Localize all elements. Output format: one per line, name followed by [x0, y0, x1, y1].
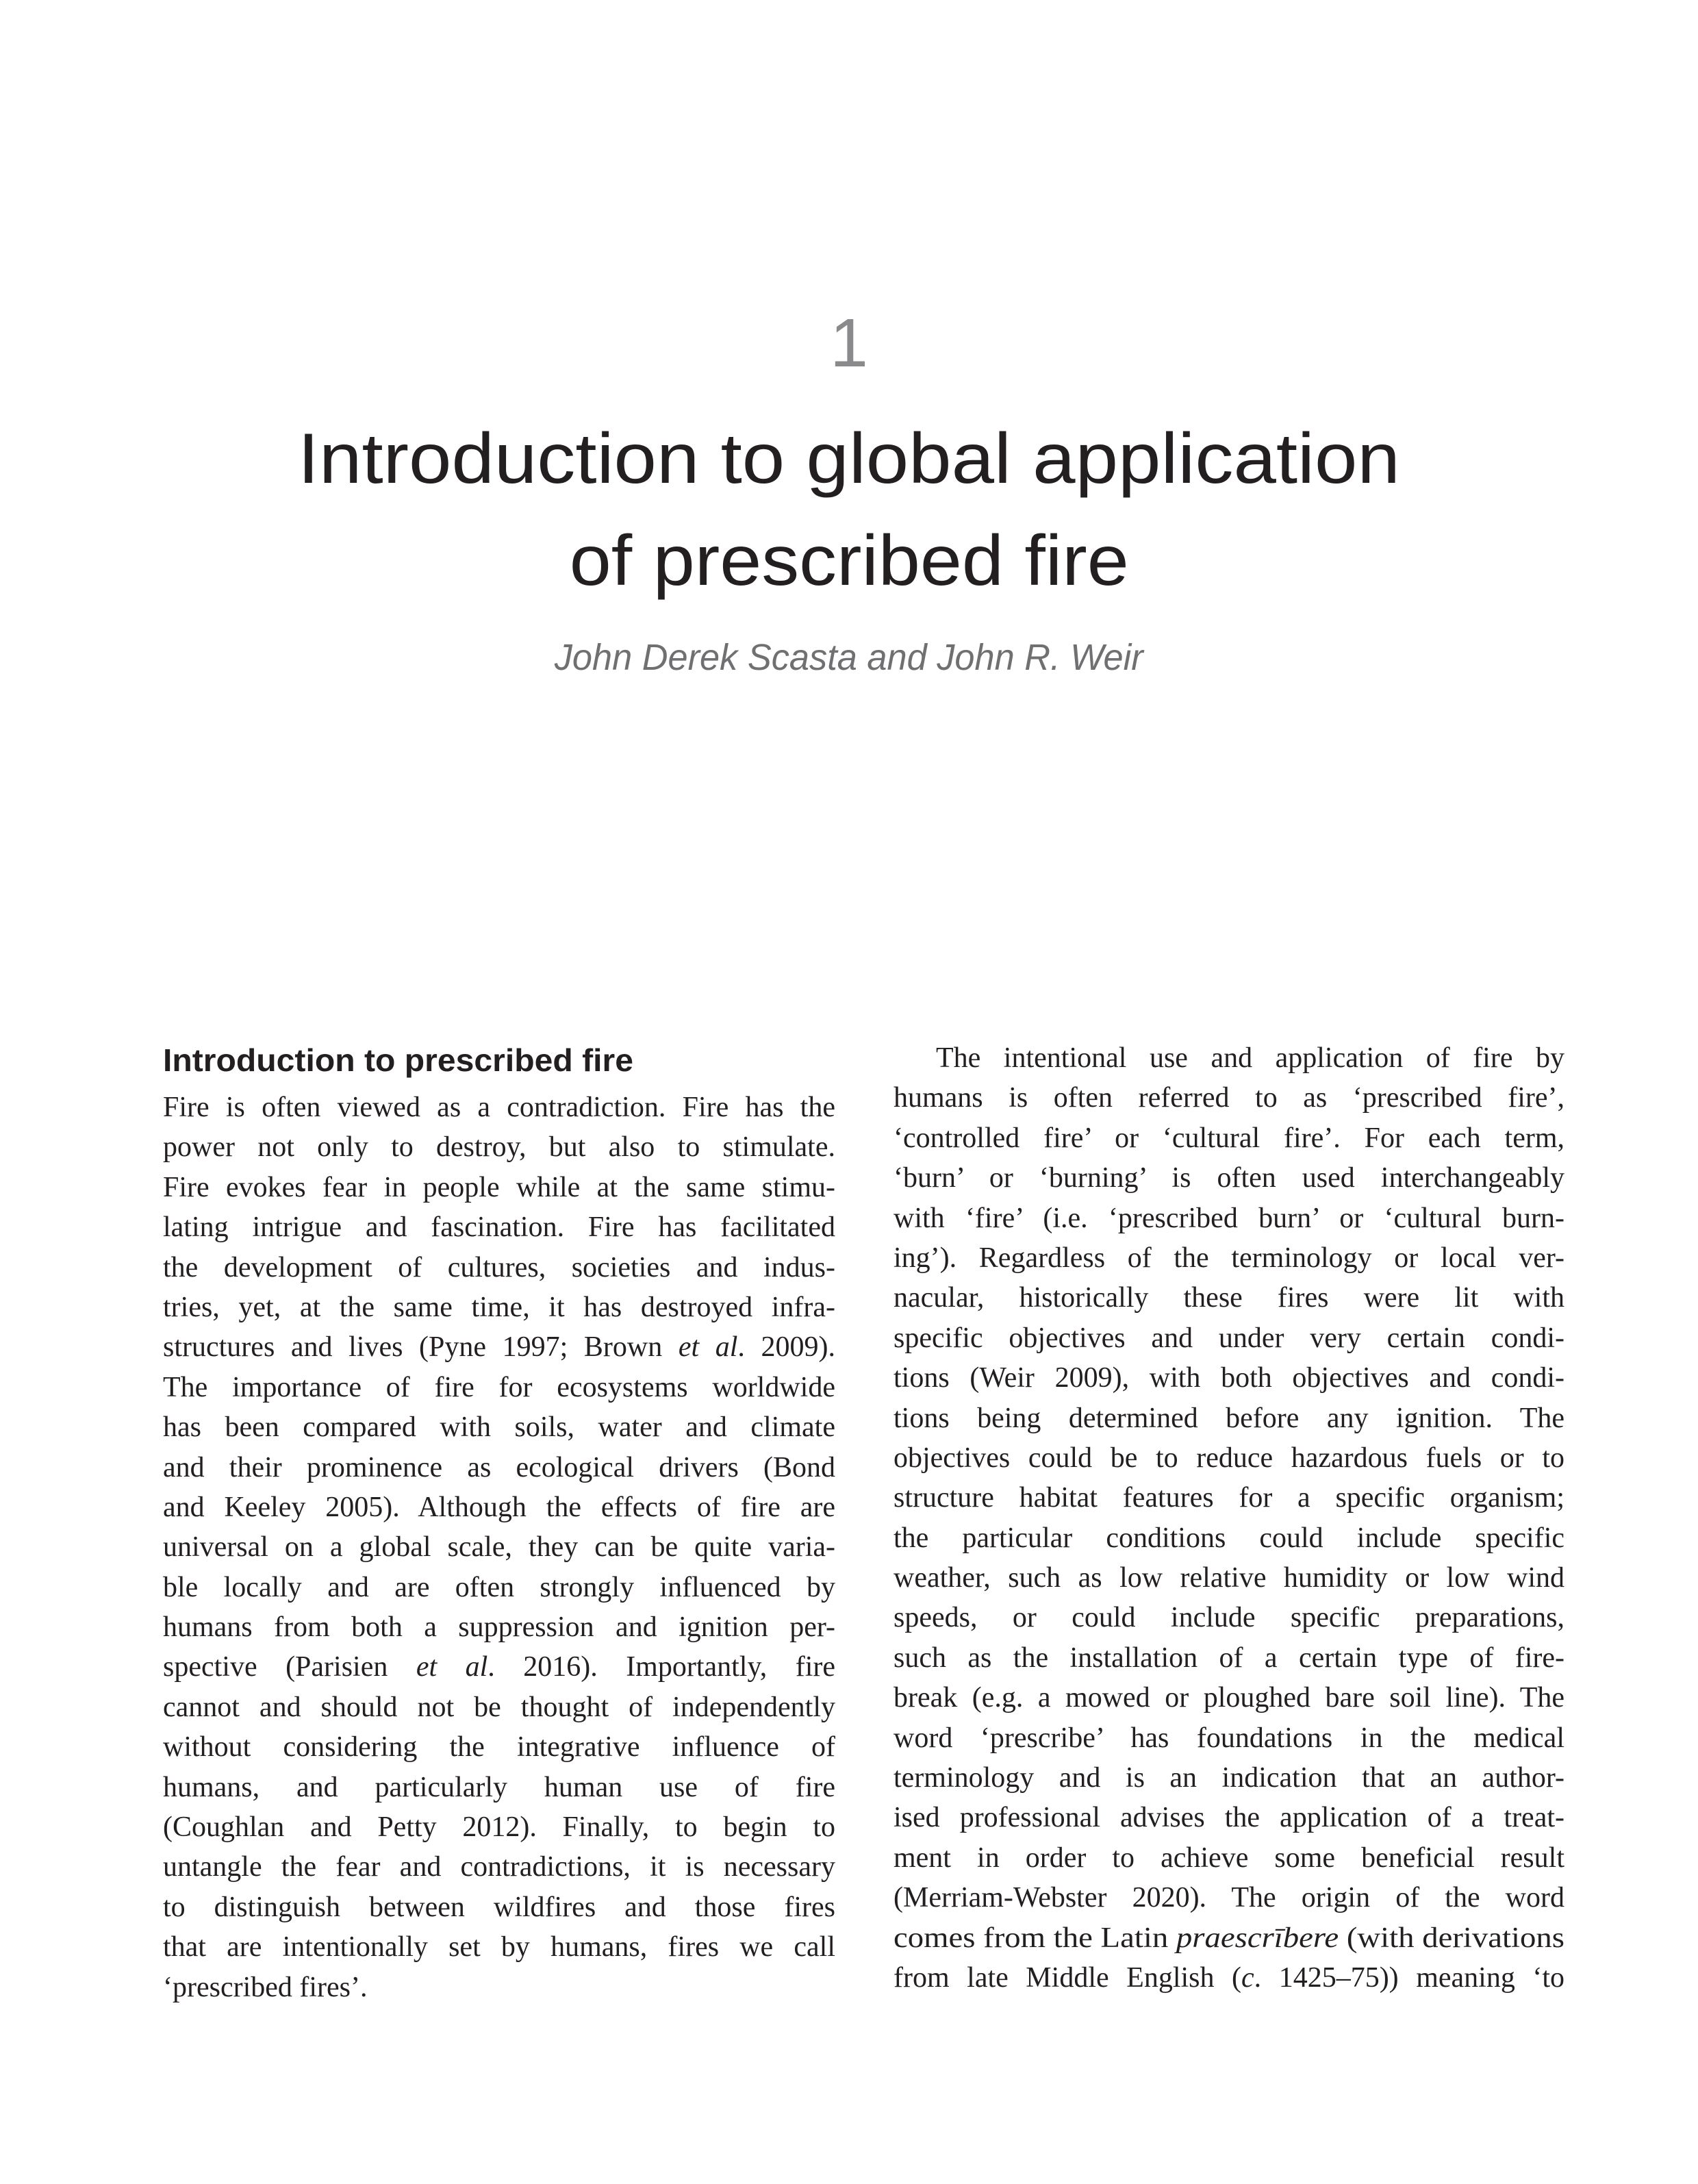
right-text-column [894, 1038, 1564, 1998]
chapter-title-text-1: Introduction to global application [297, 419, 1400, 499]
text-line [163, 1968, 835, 2007]
text-line-content [163, 1807, 835, 1847]
section-heading: Introduction to prescribed fire [163, 1042, 633, 1078]
text-line [163, 1927, 835, 1967]
text-segment: ing’). Regardless of the terminology or local ver- [894, 1242, 1564, 1274]
text-segment: word ‘prescribe’ has foundations in the medical [894, 1722, 1564, 1754]
text-line [894, 1558, 1564, 1598]
text-segment: tions being determined before any ignition. The [894, 1402, 1564, 1434]
text-line [163, 1368, 835, 1407]
text-line-content [163, 1368, 835, 1407]
text-line [163, 1568, 835, 1607]
text-line [163, 1327, 835, 1367]
text-segment: objectives could be to reduce hazardous fuels or to [894, 1442, 1564, 1474]
text-segment: ble locally and are often strongly influenced by [163, 1571, 835, 1603]
text-segment: power not only to destroy, but also to stimulate. [163, 1131, 835, 1164]
text-segment: . 2009). [737, 1331, 835, 1364]
text-line-content [894, 1518, 1564, 1558]
text-line-content [163, 1288, 835, 1327]
text-line [894, 1678, 1564, 1718]
text-line-content [894, 1238, 1564, 1278]
text-segment: humans from both a suppression and ignition per- [163, 1611, 835, 1644]
text-line [163, 1768, 835, 1807]
text-line-content [894, 1798, 1564, 1837]
text-segment: . 2016). Importantly, fire [487, 1651, 835, 1683]
text-line [894, 1758, 1564, 1798]
text-line [163, 1847, 835, 1887]
text-line [894, 1478, 1564, 1518]
text-segment: humans is often referred to as ‘prescribed fire’, [894, 1082, 1564, 1114]
text-line [894, 1518, 1564, 1558]
text-line [163, 1448, 835, 1488]
text-line-content [163, 1847, 835, 1887]
text-line-content [163, 1168, 835, 1207]
text-line-content [894, 1718, 1564, 1758]
text-segment: structure habitat features for a specific organism; [894, 1482, 1564, 1514]
text-line [163, 1207, 835, 1247]
text-line-content [894, 1758, 1564, 1798]
text-line [894, 1878, 1564, 1918]
text-line [894, 1638, 1564, 1678]
text-line [894, 1158, 1564, 1198]
text-line-content [163, 1968, 368, 2007]
text-segment: from late Middle English ( [894, 1961, 1242, 1994]
text-line [894, 1438, 1564, 1478]
text-segment: terminology and is an indication that an author- [894, 1762, 1564, 1794]
text-line [894, 1798, 1564, 1837]
text-line [894, 1118, 1564, 1158]
text-line-content [894, 1598, 1564, 1637]
text-line [163, 1647, 835, 1687]
text-segment: ‘prescribed fires’. [163, 1971, 368, 2003]
text-line-content [894, 1918, 1564, 1958]
text-line-content [163, 1207, 835, 1247]
text-segment: ‘controlled fire’ or ‘cultural fire’. For each term, [894, 1122, 1564, 1154]
chapter-authors [0, 633, 1698, 681]
text-segment: untangle the fear and contradictions, it is necessary [163, 1851, 835, 1883]
text-segment: (with derivations [1339, 1922, 1564, 1954]
text-line-content [163, 1448, 835, 1488]
text-segment: the particular conditions could include specific [894, 1522, 1564, 1554]
text-segment: comes from the Latin [894, 1922, 1176, 1954]
text-line [163, 1607, 835, 1647]
text-line [894, 1718, 1564, 1758]
text-line [894, 1038, 1564, 1078]
text-line-content [894, 1278, 1564, 1318]
text-line [894, 1318, 1564, 1358]
text-line-content [894, 1838, 1564, 1878]
text-line-content [894, 1078, 1564, 1118]
text-segment: weather, such as low relative humidity or low wind [894, 1562, 1564, 1594]
text-line-content [163, 1887, 835, 1927]
text-line-content [894, 1158, 1564, 1198]
text-line [894, 1398, 1564, 1438]
text-line [894, 1278, 1564, 1318]
text-segment: speeds, or could include specific preparations, [894, 1602, 1564, 1634]
text-segment: structures and lives (Pyne 1997; Brown [163, 1331, 679, 1364]
text-segment: with ‘fire’ (i.e. ‘prescribed burn’ or ‘cultural burn- [894, 1202, 1564, 1234]
text-segment: the development of cultures, societies and indus- [163, 1251, 835, 1283]
text-segment: specific objectives and under very certain condi- [894, 1322, 1564, 1354]
text-line [163, 1127, 835, 1167]
italic-text: c [1241, 1961, 1254, 1994]
text-segment: ‘burn’ or ‘burning’ is often used interchangeably [894, 1162, 1564, 1194]
text-line-content [894, 1318, 1564, 1358]
text-line-content [163, 1527, 835, 1567]
text-line-content [894, 1398, 1564, 1438]
text-line-content [163, 1607, 835, 1647]
text-line [894, 1958, 1564, 1998]
text-line [163, 1088, 835, 1127]
text-line [163, 1248, 835, 1288]
text-segment: that are intentionally set by humans, fires we call [163, 1931, 835, 1963]
text-segment: humans, and particularly human use of fire [163, 1771, 835, 1803]
text-line-content [163, 1568, 835, 1607]
text-segment: (Merriam-Webster 2020). The origin of the word [894, 1882, 1564, 1914]
text-line [894, 1598, 1564, 1637]
text-line-content [894, 1198, 1564, 1238]
text-segment: . 1425–75)) meaning ‘to [1254, 1961, 1564, 1994]
text-segment: without considering the integrative influence of [163, 1731, 835, 1763]
text-segment: universal on a global scale, they can be quite varia- [163, 1531, 835, 1564]
text-line [163, 1488, 835, 1527]
text-line-content [163, 1327, 835, 1367]
text-segment: tries, yet, at the same time, it has destroyed infra- [163, 1291, 835, 1323]
text-line [894, 1838, 1564, 1878]
italic-text: praescrībere [1176, 1922, 1339, 1954]
text-line-content [894, 1478, 1564, 1518]
chapter-title-line-1 [0, 418, 1698, 500]
text-segment: cannot and should not be thought of independently [163, 1691, 835, 1723]
text-segment: tions (Weir 2009), with both objectives and condi- [894, 1362, 1564, 1394]
text-line-content [163, 1488, 835, 1527]
text-segment: spective (Parisien [163, 1651, 416, 1683]
text-segment: nacular, historically these fires were lit with [894, 1282, 1564, 1314]
text-line [894, 1078, 1564, 1118]
text-line-content [163, 1927, 835, 1967]
text-segment: Fire is often viewed as a contradiction. Fire has the [163, 1092, 835, 1123]
text-line-content [894, 1638, 1564, 1678]
text-line [163, 1527, 835, 1567]
text-line [894, 1238, 1564, 1278]
text-segment: and their prominence as ecological drivers (Bond [163, 1451, 835, 1483]
text-segment: Fire evokes fear in people while at the same stimu- [163, 1171, 835, 1203]
text-line-content [894, 1118, 1564, 1158]
text-line-content [163, 1407, 835, 1447]
authors-text: John Derek Scasta and John R. Weir [554, 637, 1143, 678]
chapter-title-line-2 [0, 520, 1698, 602]
text-line [163, 1727, 835, 1767]
text-segment: has been compared with soils, water and climate [163, 1411, 835, 1444]
text-line [894, 1198, 1564, 1238]
text-line-content [894, 1438, 1564, 1478]
chapter-title-text-2: of prescribed fire [569, 521, 1129, 601]
text-line [163, 1887, 835, 1927]
text-line-content [163, 1768, 835, 1807]
text-segment: such as the installation of a certain type of fire- [894, 1642, 1564, 1674]
text-segment: break (e.g. a mowed or ploughed bare soil line). The [894, 1682, 1564, 1714]
text-line [163, 1407, 835, 1447]
italic-text: et al [678, 1331, 738, 1364]
left-text-column [163, 1088, 835, 2007]
text-line-content [894, 1358, 1564, 1398]
text-line-content [163, 1647, 835, 1687]
text-line [163, 1687, 835, 1727]
text-line-content [163, 1127, 835, 1167]
text-line [894, 1918, 1564, 1958]
text-segment: ment in order to achieve some beneficial result [894, 1842, 1564, 1874]
text-line-content [163, 1088, 835, 1127]
text-segment: lating intrigue and fascination. Fire has facilitated [163, 1212, 835, 1244]
text-line [163, 1807, 835, 1847]
text-line [163, 1288, 835, 1327]
text-segment: ised professional advises the application of a treat- [894, 1802, 1564, 1834]
chapter-number: 1 [830, 305, 868, 381]
text-line [163, 1168, 835, 1207]
text-line-content [163, 1248, 835, 1288]
text-segment: The importance of fire for ecosystems worldwide [163, 1371, 835, 1403]
text-line [894, 1358, 1564, 1398]
text-segment: to distinguish between wildfires and those fires [163, 1891, 835, 1923]
text-line-content [163, 1727, 835, 1767]
text-segment: The intentional use and application of fire by [936, 1042, 1564, 1074]
text-segment: and Keeley 2005). Although the effects of fire are [163, 1491, 835, 1523]
text-line-content [163, 1687, 835, 1727]
italic-text: et al [416, 1651, 488, 1683]
text-line-content [894, 1558, 1564, 1598]
text-line-content [894, 1878, 1564, 1918]
text-segment: (Coughlan and Petty 2012). Finally, to begin to [163, 1811, 835, 1844]
text-line-content [894, 1678, 1564, 1718]
text-line-content [936, 1038, 1564, 1078]
text-line-content [894, 1958, 1564, 1998]
